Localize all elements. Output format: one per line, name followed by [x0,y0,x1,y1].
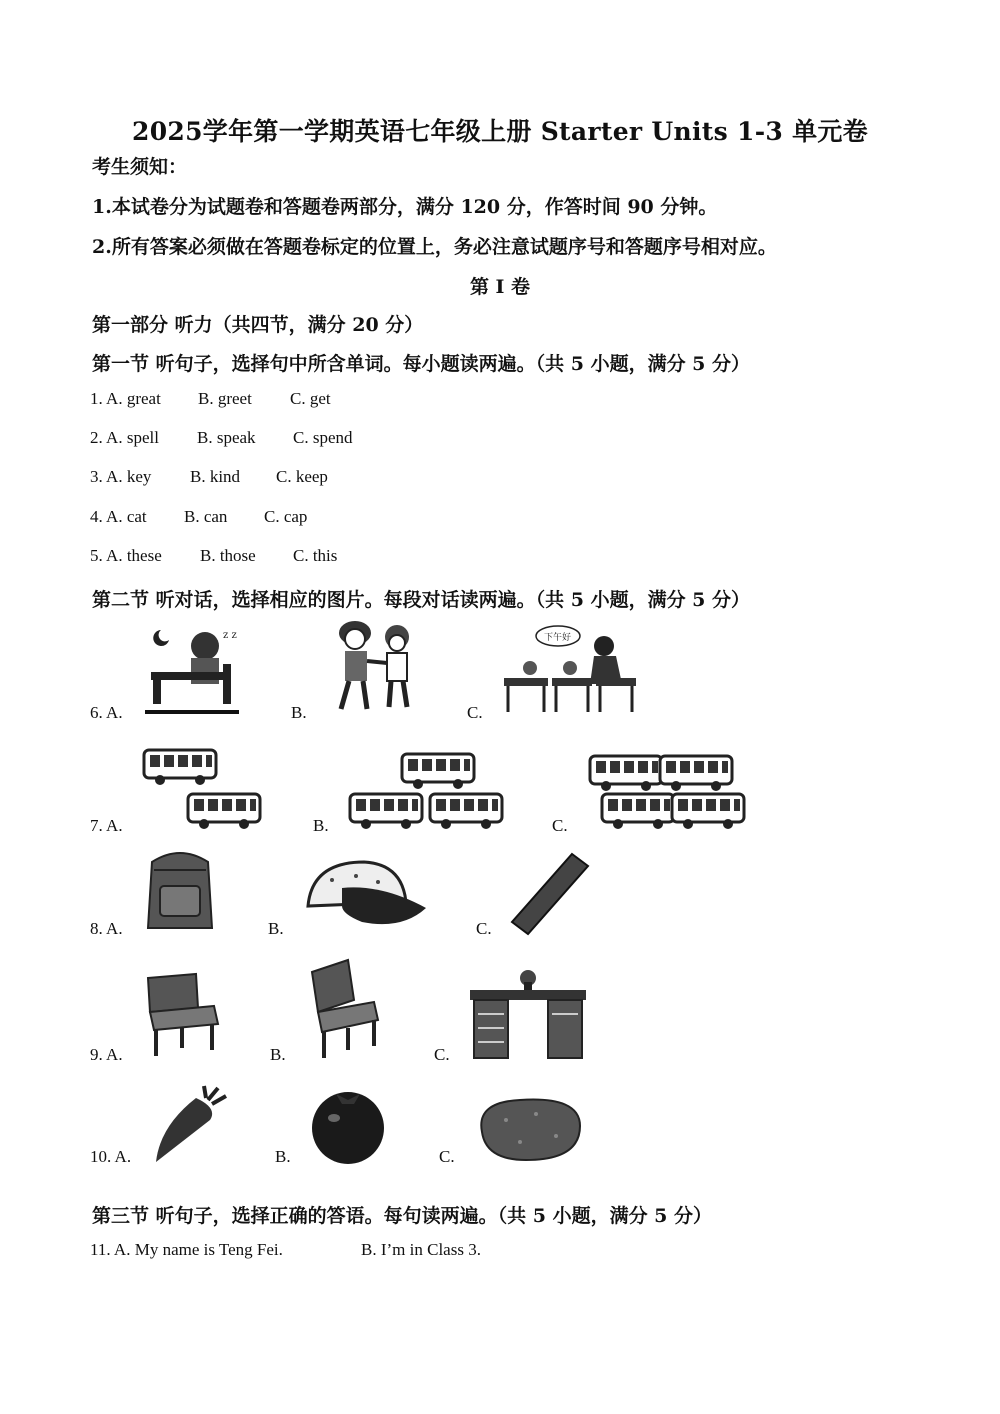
q10-label-a: 10. A. [90,1147,132,1166]
carrot-icon [152,1086,228,1164]
question-11 [90,1240,481,1260]
notice-item-1: 1.本试卷分为试题卷和答题卷两部分，满分 120 分，作答时间 90 分钟。 [92,196,718,218]
option-c: C. get [290,389,331,408]
q10-label-c: C. [439,1147,455,1166]
bus-icon [602,794,674,829]
bus-icon [188,794,260,829]
bus-icon [672,794,744,829]
tomato-icon [306,1084,390,1168]
desk-icon [470,968,586,1062]
option-b: B. kind [190,467,241,486]
part1-heading: 第一部分 听力（共四节，满分 20 分） [92,314,424,336]
cap-icon [302,858,430,934]
q9-label-a: 9. A. [90,1045,123,1064]
option-b: B. greet [198,389,252,408]
option-a: 11. A. My name is Teng Fei. [90,1240,283,1259]
option-c: C. spend [293,428,353,447]
option-c: C. this [293,546,338,565]
q8-label-a: 8. A. [90,919,123,938]
bus-icon [590,756,662,791]
option-c: C. keep [276,467,328,486]
section1-heading: 第一节 听句子，选择句中所含单词。每小题读两遍。（共 5 小题，满分 5 分） [92,353,751,375]
option-c: C. cap [264,507,308,526]
option-b: B. speak [197,428,256,447]
q8-label-c: C. [476,919,492,938]
q7-label-b: B. [313,816,329,835]
q8-label-b: B. [268,919,284,938]
small-chair-icon [142,972,222,1060]
q7-label-a: 7. A. [90,816,123,835]
potato-icon [476,1096,584,1164]
speech-bubble-text: 下午好 [544,633,572,643]
option-a: 5. A. these [90,546,162,565]
ruler-icon [510,852,590,936]
q9-label-b: B. [270,1045,286,1064]
page-title: 2025学年第一学期英语七年级上册 Starter Units 1-3 单元卷 [132,117,868,146]
bus-icon [350,794,422,829]
q9-label-c: C. [434,1045,450,1064]
option-a: 1. A. great [90,389,161,408]
option-b: B. those [200,546,256,565]
q6-label-c: C. [467,703,483,722]
notice-item-2: 2.所有答案必须做在答题卷标定的位置上，务必注意试题序号和答题序号相对应。 [92,236,777,258]
option-a: 2. A. spell [90,428,159,447]
q10-label-b: B. [275,1147,291,1166]
backpack-icon [142,850,218,934]
svg-text:z z: z z [223,630,237,641]
bus-icon [430,794,502,829]
chair-icon [304,958,384,1060]
volume-heading: 第 I 卷 [469,276,531,298]
q6-label-b: B. [291,703,307,722]
q7-label-c: C. [552,816,568,835]
bus-icon [660,756,732,791]
option-a: 4. A. cat [90,507,147,526]
option-b: B. can [184,507,228,526]
option-b: B. I’m in Class 3. [361,1240,481,1259]
bus-icon [144,750,216,785]
option-a: 3. A. key [90,467,152,486]
q6-label-a: 6. A. [90,703,123,722]
section3-heading: 第三节 听句子，选择正确的答语。每句读两遍。（共 5 小题，满分 5 分） [92,1205,713,1227]
notice-heading: 考生须知： [92,156,188,178]
section2-heading: 第二节 听对话，选择相应的图片。每段对话读两遍。（共 5 小题，满分 5 分） [92,589,751,611]
bus-icon [402,754,474,789]
